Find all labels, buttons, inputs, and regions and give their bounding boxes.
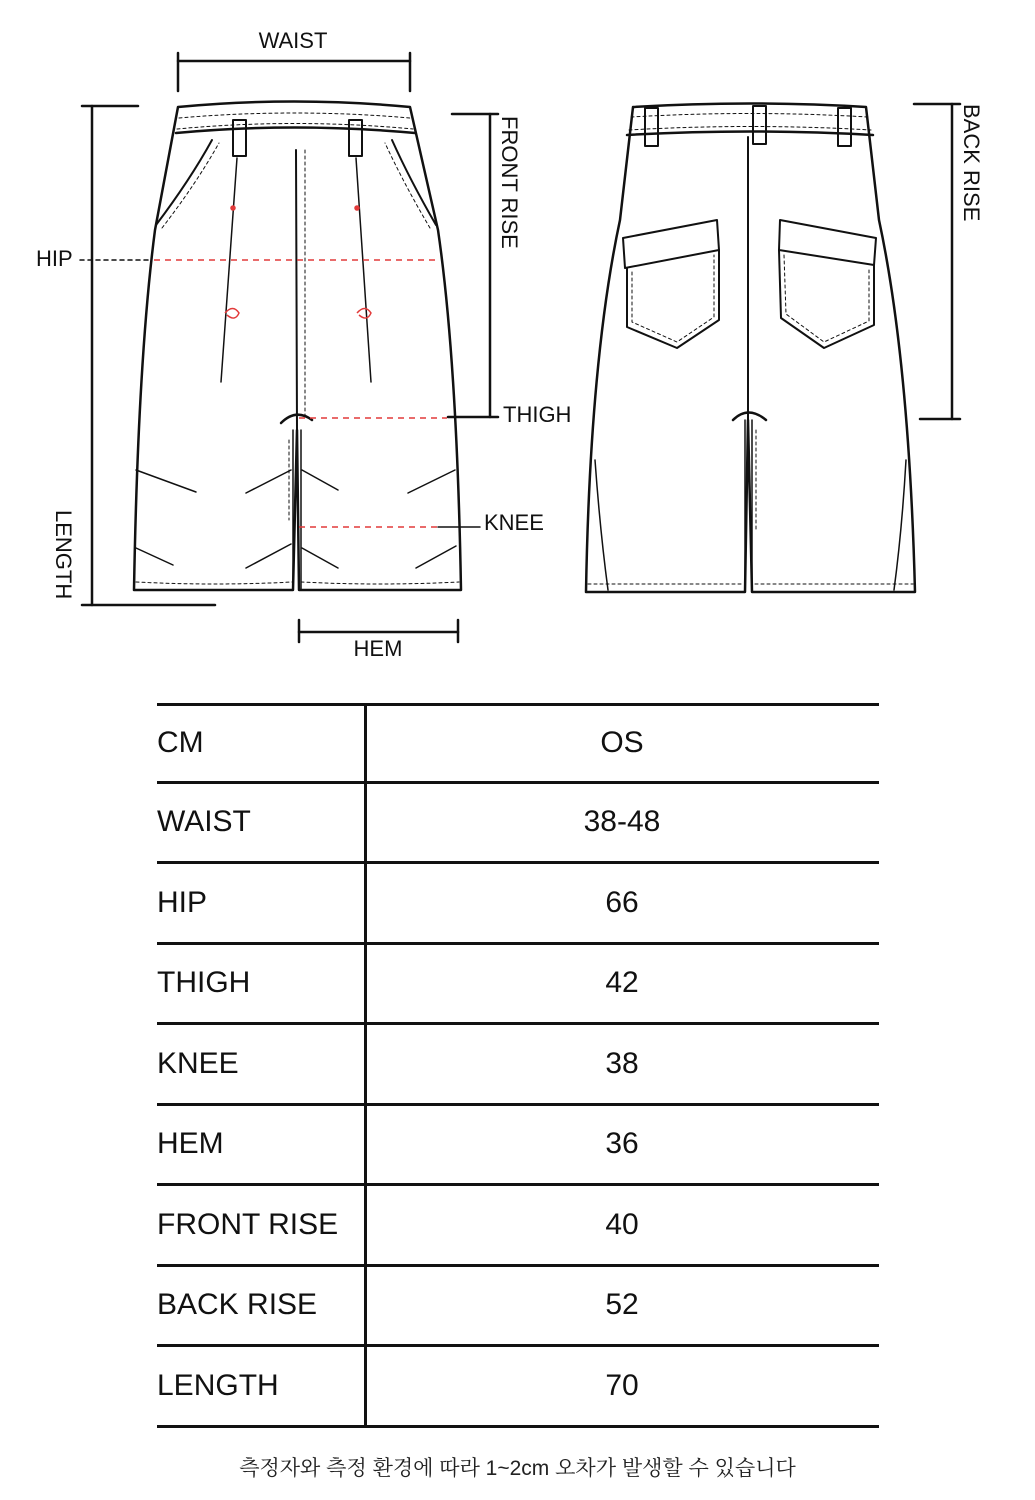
row-value: 70 <box>605 1368 639 1402</box>
row-label: HEM <box>157 1127 224 1161</box>
header-unit: CM <box>157 726 204 760</box>
label-front-rise: FRONT RISE <box>497 116 522 249</box>
label-waist: WAIST <box>258 28 328 53</box>
table-row <box>157 864 879 945</box>
row-value: 52 <box>605 1288 639 1322</box>
label-thigh: THIGH <box>503 402 572 427</box>
label-hip: HIP <box>36 246 73 271</box>
table-header-row <box>157 703 879 784</box>
row-value: 40 <box>605 1207 639 1241</box>
row-label: LENGTH <box>157 1368 279 1402</box>
front-view-shorts <box>134 102 461 591</box>
table-row <box>157 1347 879 1428</box>
label-knee: KNEE <box>484 510 544 535</box>
row-label: THIGH <box>157 966 251 1000</box>
row-label: BACK RISE <box>157 1288 318 1322</box>
table-row <box>157 784 879 865</box>
shorts-measurement-diagram <box>0 0 1035 680</box>
header-size: OS <box>600 726 644 760</box>
table-row <box>157 1267 879 1348</box>
label-hem: HEM <box>353 636 403 661</box>
label-length: LENGTH <box>51 510 76 600</box>
row-value: 38 <box>605 1046 639 1080</box>
label-back-rise: BACK RISE <box>959 104 984 222</box>
size-table <box>157 703 879 1428</box>
row-label: KNEE <box>157 1046 239 1080</box>
back-view-shorts <box>586 104 915 593</box>
row-label: WAIST <box>157 805 251 839</box>
table-row <box>157 1186 879 1267</box>
table-row <box>157 1106 879 1187</box>
table-row <box>157 945 879 1026</box>
row-value: 38-48 <box>583 805 661 839</box>
measurement-note: 측정자와 측정 환경에 따라 1~2cm 오차가 발생할 수 있습니다 <box>239 1457 796 1480</box>
row-value: 36 <box>605 1127 639 1161</box>
row-label: FRONT RISE <box>157 1207 339 1241</box>
row-value: 42 <box>605 966 639 1000</box>
row-label: HIP <box>157 885 208 919</box>
table-row <box>157 1025 879 1106</box>
row-value: 66 <box>605 885 639 919</box>
